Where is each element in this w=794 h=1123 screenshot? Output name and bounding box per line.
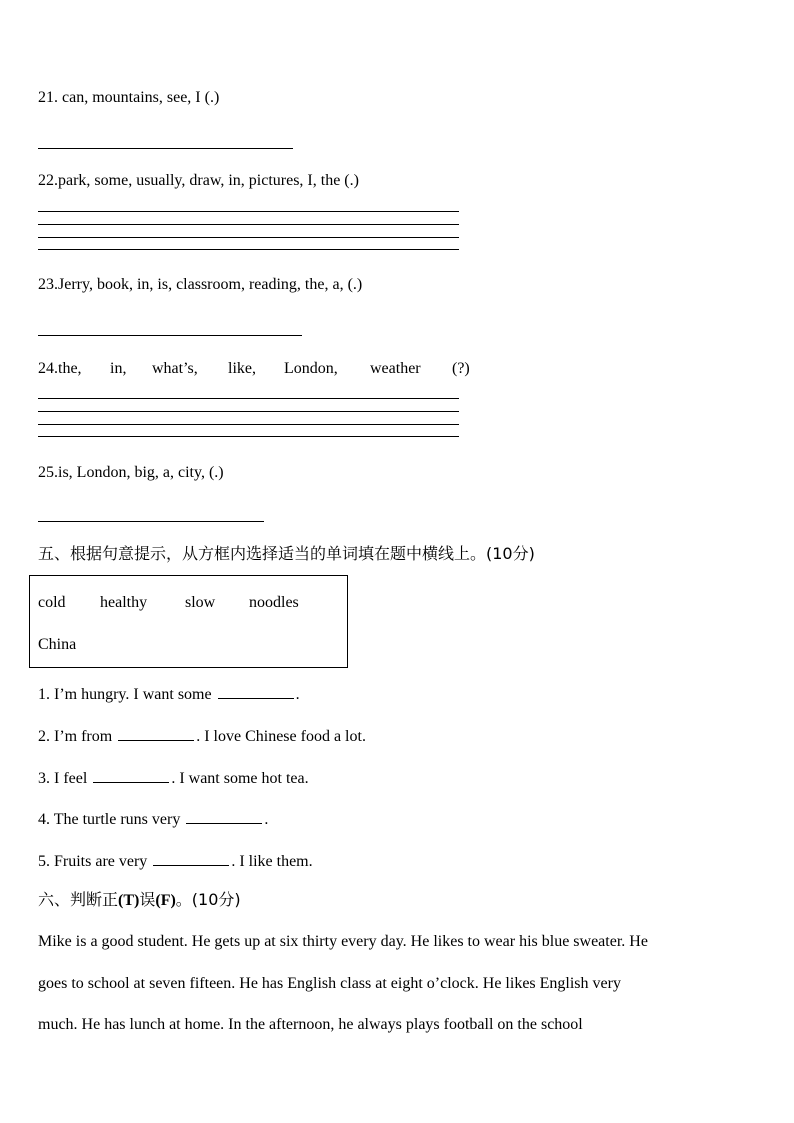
word-bank-china: China: [38, 636, 77, 653]
fill-blank-2[interactable]: [118, 724, 194, 741]
section-6-title-suffix: 。(10分): [175, 890, 241, 909]
answer-line-24d[interactable]: [38, 436, 459, 437]
passage-line-2: goes to school at seven fifteen. He has English class at eight o’clock. He likes English very: [38, 975, 621, 992]
fill-item-5-after: . I like them.: [231, 853, 313, 870]
fill-item-4-before: 4. The turtle runs very: [38, 811, 185, 828]
q24-word-3: what’s,: [152, 360, 198, 377]
q24-word-2: in,: [110, 360, 127, 377]
word-bank-healthy: healthy: [100, 594, 148, 611]
fill-item-3-before: 3. I feel: [38, 770, 92, 787]
q24-word-4: like,: [228, 360, 256, 377]
answer-line-22a[interactable]: [38, 211, 459, 212]
q24-word-1: the,: [58, 360, 82, 377]
word-bank-box: [29, 575, 348, 668]
question-23: 23.Jerry, book, in, is, classroom, reading, the, a, (.): [38, 276, 363, 293]
answer-line-22b[interactable]: [38, 224, 459, 225]
section-6-title-mid: 误: [139, 890, 156, 909]
fill-item-3-after: . I want some hot tea.: [171, 770, 309, 787]
fill-blank-5[interactable]: [153, 849, 229, 866]
answer-line-23[interactable]: [38, 335, 302, 336]
answer-line-24a[interactable]: [38, 398, 459, 399]
fill-item-5-before: 5. Fruits are very: [38, 853, 152, 870]
fill-item-1: [38, 682, 300, 705]
q24-number: 24.: [38, 360, 58, 377]
answer-line-22d[interactable]: [38, 249, 459, 250]
section-5-title: 五、根据句意提示，从方框内选择适当的单词填在题中横线上。(10分): [38, 544, 535, 563]
fill-item-2-after: . I love Chinese food a lot.: [196, 728, 366, 745]
section-6-title-f: (F): [155, 892, 176, 909]
q24-word-5: London,: [284, 360, 338, 377]
answer-line-24c[interactable]: [38, 424, 459, 425]
section-6-title-prefix: 六、判断正: [38, 890, 119, 909]
section-6-title-t: (T): [118, 892, 140, 909]
word-bank-noodles: noodles: [249, 594, 299, 611]
fill-item-4-after: .: [264, 811, 269, 828]
question-24: [38, 359, 478, 379]
question-22: 22.park, some, usually, draw, in, pictures, I, the (.): [38, 172, 359, 189]
fill-blank-1[interactable]: [218, 682, 294, 699]
fill-item-3: [38, 766, 309, 789]
answer-line-22c[interactable]: [38, 237, 459, 238]
fill-blank-3[interactable]: [93, 766, 169, 783]
section-6-title: [38, 890, 241, 911]
q24-word-6: weather: [370, 360, 421, 377]
fill-item-2: [38, 724, 366, 747]
question-25: 25.is, London, big, a, city, (.): [38, 464, 224, 481]
passage-line-3: much. He has lunch at home. In the afternoon, he always plays football on the school: [38, 1016, 583, 1033]
answer-line-24b[interactable]: [38, 411, 459, 412]
word-bank-cold: cold: [38, 594, 66, 611]
fill-item-1-after: .: [295, 686, 300, 703]
answer-line-25[interactable]: [38, 521, 264, 522]
fill-item-4: [38, 807, 268, 830]
passage-line-1: Mike is a good student. He gets up at six thirty every day. He likes to wear his blue sweater. He: [38, 933, 648, 950]
fill-item-5: [38, 849, 313, 872]
fill-item-1-before: 1. I’m hungry. I want some: [38, 686, 216, 703]
fill-item-2-before: 2. I’m from: [38, 728, 117, 745]
question-21: 21. can, mountains, see, I (.): [38, 89, 220, 106]
word-bank-slow: slow: [185, 594, 216, 611]
fill-blank-4[interactable]: [186, 807, 262, 824]
answer-line-21[interactable]: [38, 148, 293, 149]
q24-word-7: (?): [452, 360, 470, 377]
